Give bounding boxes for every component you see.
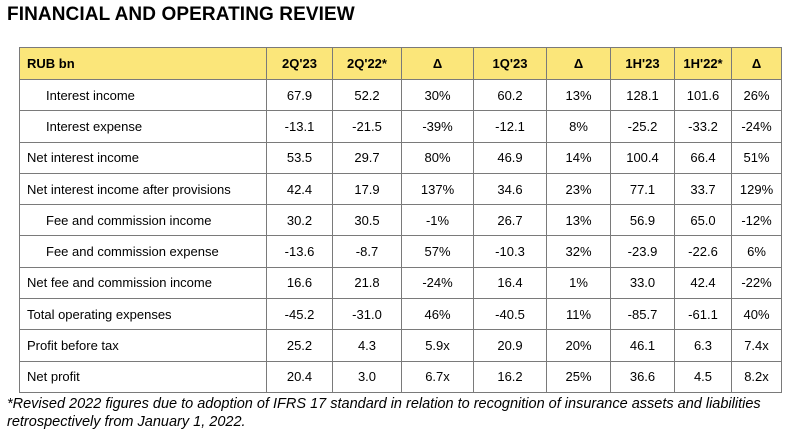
table-cell: -40.5 <box>474 299 547 330</box>
table-cell: 32% <box>547 236 611 267</box>
table-cell: -13.6 <box>267 236 333 267</box>
table-cell: 20.4 <box>267 361 333 392</box>
table-cell: 137% <box>402 173 474 204</box>
table-cell: 77.1 <box>611 173 675 204</box>
table-cell: 16.4 <box>474 267 547 298</box>
table-cell: 6% <box>732 236 782 267</box>
table-cell: -85.7 <box>611 299 675 330</box>
table-cell: -21.5 <box>333 111 402 142</box>
table-cell: 1% <box>547 267 611 298</box>
table-cell: -22.6 <box>675 236 732 267</box>
table-cell: 8.2x <box>732 361 782 392</box>
table-row <box>20 142 782 173</box>
table-cell: 51% <box>732 142 782 173</box>
table-cell: 57% <box>402 236 474 267</box>
table-cell: 66.4 <box>675 142 732 173</box>
table-cell: -8.7 <box>333 236 402 267</box>
table-cell: 26% <box>732 80 782 111</box>
table-cell: -33.2 <box>675 111 732 142</box>
table-cell: -22% <box>732 267 782 298</box>
table-cell: -61.1 <box>675 299 732 330</box>
column-header-1h23: 1H'23 <box>611 48 675 80</box>
table-cell: 36.6 <box>611 361 675 392</box>
table-cell: 33.7 <box>675 173 732 204</box>
table-cell: -12.1 <box>474 111 547 142</box>
table-cell: 46.1 <box>611 330 675 361</box>
table-cell: 4.5 <box>675 361 732 392</box>
table-body <box>20 80 782 393</box>
financial-table <box>19 47 782 393</box>
table-cell: 26.7 <box>474 205 547 236</box>
table-row <box>20 173 782 204</box>
table-cell: -13.1 <box>267 111 333 142</box>
table-cell: 101.6 <box>675 80 732 111</box>
table-cell: -25.2 <box>611 111 675 142</box>
table-cell: 8% <box>547 111 611 142</box>
table-cell: -12% <box>732 205 782 236</box>
table-cell: 53.5 <box>267 142 333 173</box>
row-label: Total operating expenses <box>20 299 267 330</box>
column-header-delta-yoy: Δ <box>402 48 474 80</box>
table-cell: 17.9 <box>333 173 402 204</box>
table-cell: -1% <box>402 205 474 236</box>
column-header-delta-qoq: Δ <box>547 48 611 80</box>
table-cell: 65.0 <box>675 205 732 236</box>
table-cell: 13% <box>547 80 611 111</box>
table-cell: -39% <box>402 111 474 142</box>
table-cell: 56.9 <box>611 205 675 236</box>
table-cell: 25.2 <box>267 330 333 361</box>
table-cell: 30.5 <box>333 205 402 236</box>
row-label: Profit before tax <box>20 330 267 361</box>
table-row <box>20 111 782 142</box>
table-cell: 14% <box>547 142 611 173</box>
table-cell: -24% <box>402 267 474 298</box>
row-label: Fee and commission income <box>20 205 267 236</box>
table-cell: 52.2 <box>333 80 402 111</box>
table-cell: 42.4 <box>675 267 732 298</box>
table-cell: 13% <box>547 205 611 236</box>
table-cell: 46% <box>402 299 474 330</box>
table-cell: -23.9 <box>611 236 675 267</box>
table-cell: -24% <box>732 111 782 142</box>
table-row <box>20 80 782 111</box>
table-row <box>20 361 782 392</box>
table-cell: -45.2 <box>267 299 333 330</box>
table-cell: 16.6 <box>267 267 333 298</box>
table-row <box>20 330 782 361</box>
table-cell: -10.3 <box>474 236 547 267</box>
column-header-unit: RUB bn <box>20 48 267 80</box>
table-cell: 7.4x <box>732 330 782 361</box>
table-cell: 20.9 <box>474 330 547 361</box>
table-row <box>20 267 782 298</box>
column-header-2q22: 2Q'22* <box>333 48 402 80</box>
page-title: FINANCIAL AND OPERATING REVIEW <box>7 4 355 25</box>
table-cell: 42.4 <box>267 173 333 204</box>
column-header-2q23: 2Q'23 <box>267 48 333 80</box>
table-cell: 129% <box>732 173 782 204</box>
table-cell: 46.9 <box>474 142 547 173</box>
column-header-1h22: 1H'22* <box>675 48 732 80</box>
table-cell: 6.7x <box>402 361 474 392</box>
table-cell: 11% <box>547 299 611 330</box>
table-cell: 21.8 <box>333 267 402 298</box>
row-label: Interest expense <box>20 111 267 142</box>
column-header-delta-1h: Δ <box>732 48 782 80</box>
footnote: *Revised 2022 figures due to adoption of IFRS 17 standard in relation to recognition of insurance assets and liabilities retrospectively from January 1, 2022. <box>7 396 761 430</box>
table-cell: 4.3 <box>333 330 402 361</box>
table-cell: 5.9x <box>402 330 474 361</box>
table-cell: 60.2 <box>474 80 547 111</box>
table-cell: 33.0 <box>611 267 675 298</box>
table-cell: 100.4 <box>611 142 675 173</box>
table-cell: 29.7 <box>333 142 402 173</box>
row-label: Interest income <box>20 80 267 111</box>
row-label: Net profit <box>20 361 267 392</box>
table-cell: 6.3 <box>675 330 732 361</box>
table-row <box>20 299 782 330</box>
table-cell: 30% <box>402 80 474 111</box>
column-header-1q23: 1Q'23 <box>474 48 547 80</box>
row-label: Net interest income after provisions <box>20 173 267 204</box>
table-cell: 3.0 <box>333 361 402 392</box>
table-cell: 20% <box>547 330 611 361</box>
table-header-row <box>20 48 782 80</box>
table-cell: 40% <box>732 299 782 330</box>
row-label: Net fee and commission income <box>20 267 267 298</box>
table-cell: 16.2 <box>474 361 547 392</box>
table-row <box>20 236 782 267</box>
table-cell: 25% <box>547 361 611 392</box>
table-cell: -31.0 <box>333 299 402 330</box>
table-row <box>20 205 782 236</box>
table-cell: 67.9 <box>267 80 333 111</box>
table-cell: 23% <box>547 173 611 204</box>
row-label: Net interest income <box>20 142 267 173</box>
table-cell: 80% <box>402 142 474 173</box>
table-cell: 34.6 <box>474 173 547 204</box>
row-label: Fee and commission expense <box>20 236 267 267</box>
table-cell: 128.1 <box>611 80 675 111</box>
table-cell: 30.2 <box>267 205 333 236</box>
